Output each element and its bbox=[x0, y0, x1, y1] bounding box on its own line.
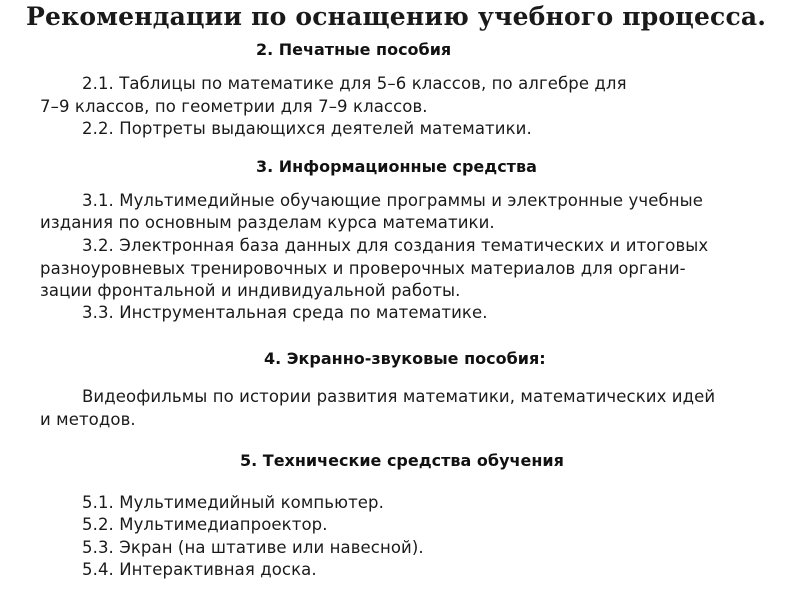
text-line: разноуровневых тренировочных и проверочных материалов для органи- bbox=[40, 259, 686, 278]
text-line: издания по основным разделам курса математики. bbox=[40, 213, 495, 232]
text-line: 3.1. Мультимедийные обучающие программы и электронные учебные bbox=[82, 191, 703, 210]
list-item: 5.4. Интерактивная доска. bbox=[82, 560, 317, 579]
list-item: 5.2. Мультимедиапроектор. bbox=[82, 515, 328, 534]
text-line: 7–9 классов, по геометрии для 7–9 классов. bbox=[40, 97, 428, 116]
section-heading-4: 4. Экранно-звуковые пособия: bbox=[264, 349, 546, 368]
section-heading-5: 5. Технические средства обучения bbox=[240, 451, 564, 470]
section-heading-2: 2. Печатные пособия bbox=[256, 40, 452, 59]
text-line: 2.1. Таблицы по математике для 5–6 классов, по алгебре для bbox=[82, 74, 627, 93]
text-line: 3.3. Инструментальная среда по математике. bbox=[82, 303, 488, 322]
list-item: 5.1. Мультимедийный компьютер. bbox=[82, 493, 384, 512]
section-heading-3: 3. Информационные средства bbox=[256, 157, 537, 176]
text-line: зации фронтальной и индивидуальной работы. bbox=[40, 281, 461, 300]
text-line: и методов. bbox=[40, 410, 136, 429]
text-line: 2.2. Портреты выдающихся деятелей математики. bbox=[82, 119, 532, 138]
text-line: 3.2. Электронная база данных для создания тематических и итоговых bbox=[82, 236, 709, 255]
list-item: 5.3. Экран (на штативе или навесной). bbox=[82, 538, 424, 557]
page-title: Рекомендации по оснащению учебного процесса. bbox=[26, 2, 767, 31]
text-line: Видеофильмы по истории развития математики, математических идей bbox=[82, 387, 716, 406]
